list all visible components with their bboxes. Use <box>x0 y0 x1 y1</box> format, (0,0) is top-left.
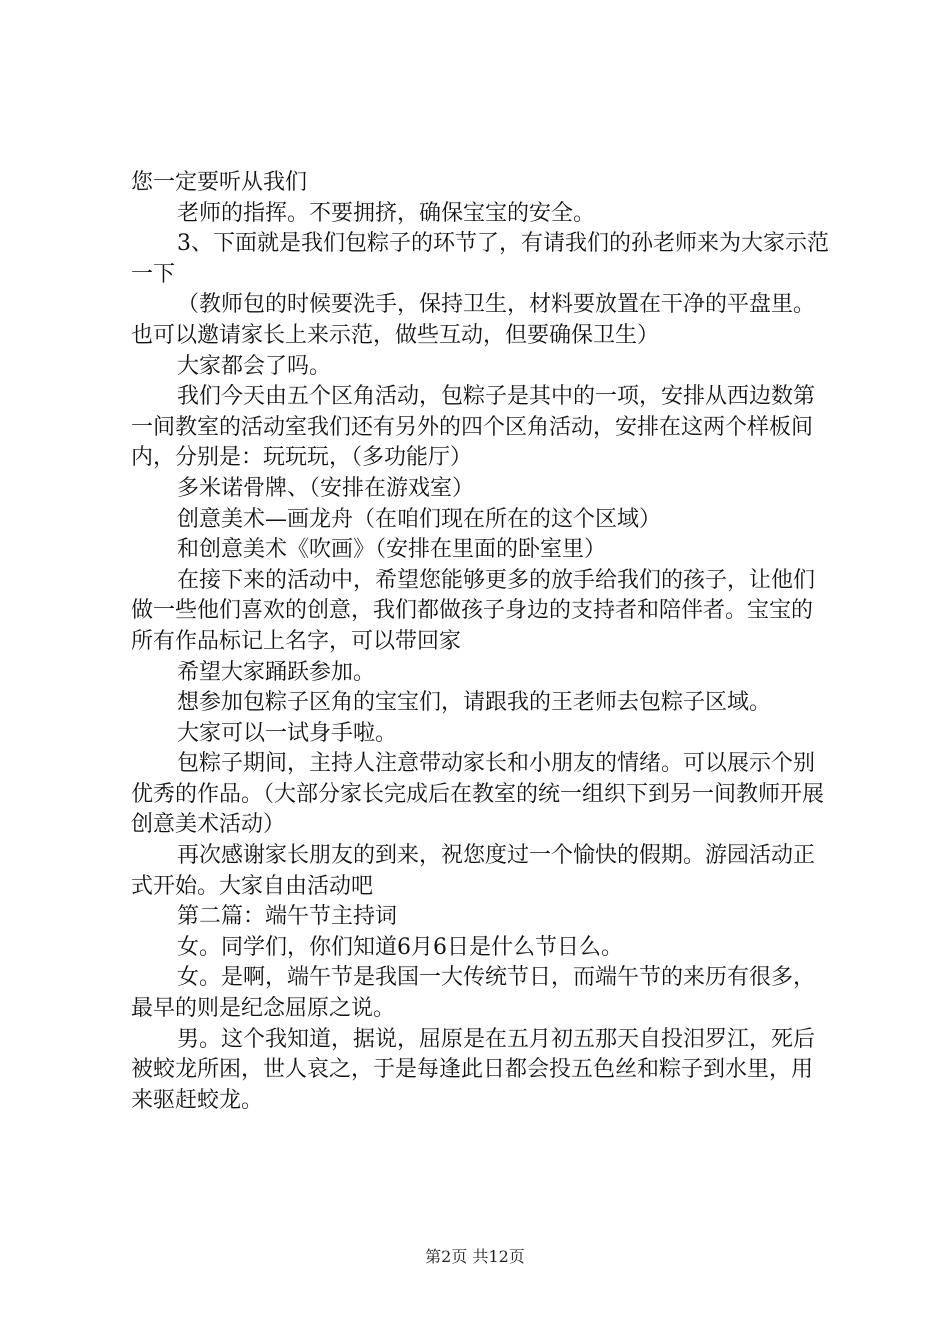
paragraph: 大家可以一试身手啦。 <box>177 720 398 746</box>
section-heading: 第二篇：端午节主持词 <box>177 904 398 930</box>
document-body <box>131 168 831 1116</box>
paragraph: 多米诺骨牌、（安排在游戏室） <box>177 475 475 501</box>
paragraph: 您一定要听从我们 <box>131 170 308 195</box>
paragraph: 老师的指挥。不要拥挤，确保宝宝的安全。 <box>177 200 596 226</box>
paragraph: 想参加包粽子区角的宝宝们，请跟我的王老师去包粽子区域。 <box>177 690 772 716</box>
paragraph: 大家都会了吗。 <box>177 353 332 379</box>
paragraph: 再次感谢家长朋友的到来，祝您度过一个愉快的假期。游园活动正式开始。大家自由活动吧 <box>131 843 816 899</box>
paragraph: 创意美术—画龙舟（在咱们现在所在的这个区域） <box>177 506 662 532</box>
paragraph: 3、下面就是我们包粽子的环节了，有请我们的孙老师来为大家示范一下 <box>131 231 829 287</box>
paragraph: 在接下来的活动中，希望您能够更多的放手给我们的孩子，让他们做一些他们喜欢的创意，我们都做孩子身边的支持者和陪伴者。宝宝的所有作品标记上名字，可以带回家 <box>131 567 816 654</box>
paragraph: 和创意美术《吹画》（安排在里面的卧室里） <box>177 537 607 563</box>
paragraph: 男。这个我知道，据说，屈原是在五月初五那天自投汨罗江，死后被蛟龙所困，世人哀之，于是每逢此日都会投五色丝和粽子到水里，用来驱赶蛟龙。 <box>131 1026 816 1113</box>
paragraph: 我们今天由五个区角活动，包粽子是其中的一项，安排从西边数第一间教室的活动室我们还有另外的四个区角活动，安排在这两个样板间内，分别是：玩玩玩，（多功能厅） <box>131 384 816 471</box>
paragraph: 希望大家踊跃参加。 <box>177 659 376 685</box>
paragraph: 包粽子期间，主持人注意带动家长和小朋友的情绪。可以展示个别优秀的作品。（大部分家长完成后在教室的统一组织下到另一间教师开展创意美术活动） <box>131 751 825 838</box>
paragraph: 女。是啊，端午节是我国一大传统节日，而端午节的来历有很多，最早的则是纪念屈原之说。 <box>131 965 816 1022</box>
paragraph: （教师包的时候要洗手，保持卫生，材料要放置在干净的平盘里。也可以邀请家长上来示范，做些互动，但要确保卫生） <box>131 292 816 348</box>
paragraph: 女。同学们，你们知道6月6日是什么节日么。 <box>177 934 623 960</box>
page-number-footer: 第2页 共12页 <box>425 1247 525 1266</box>
